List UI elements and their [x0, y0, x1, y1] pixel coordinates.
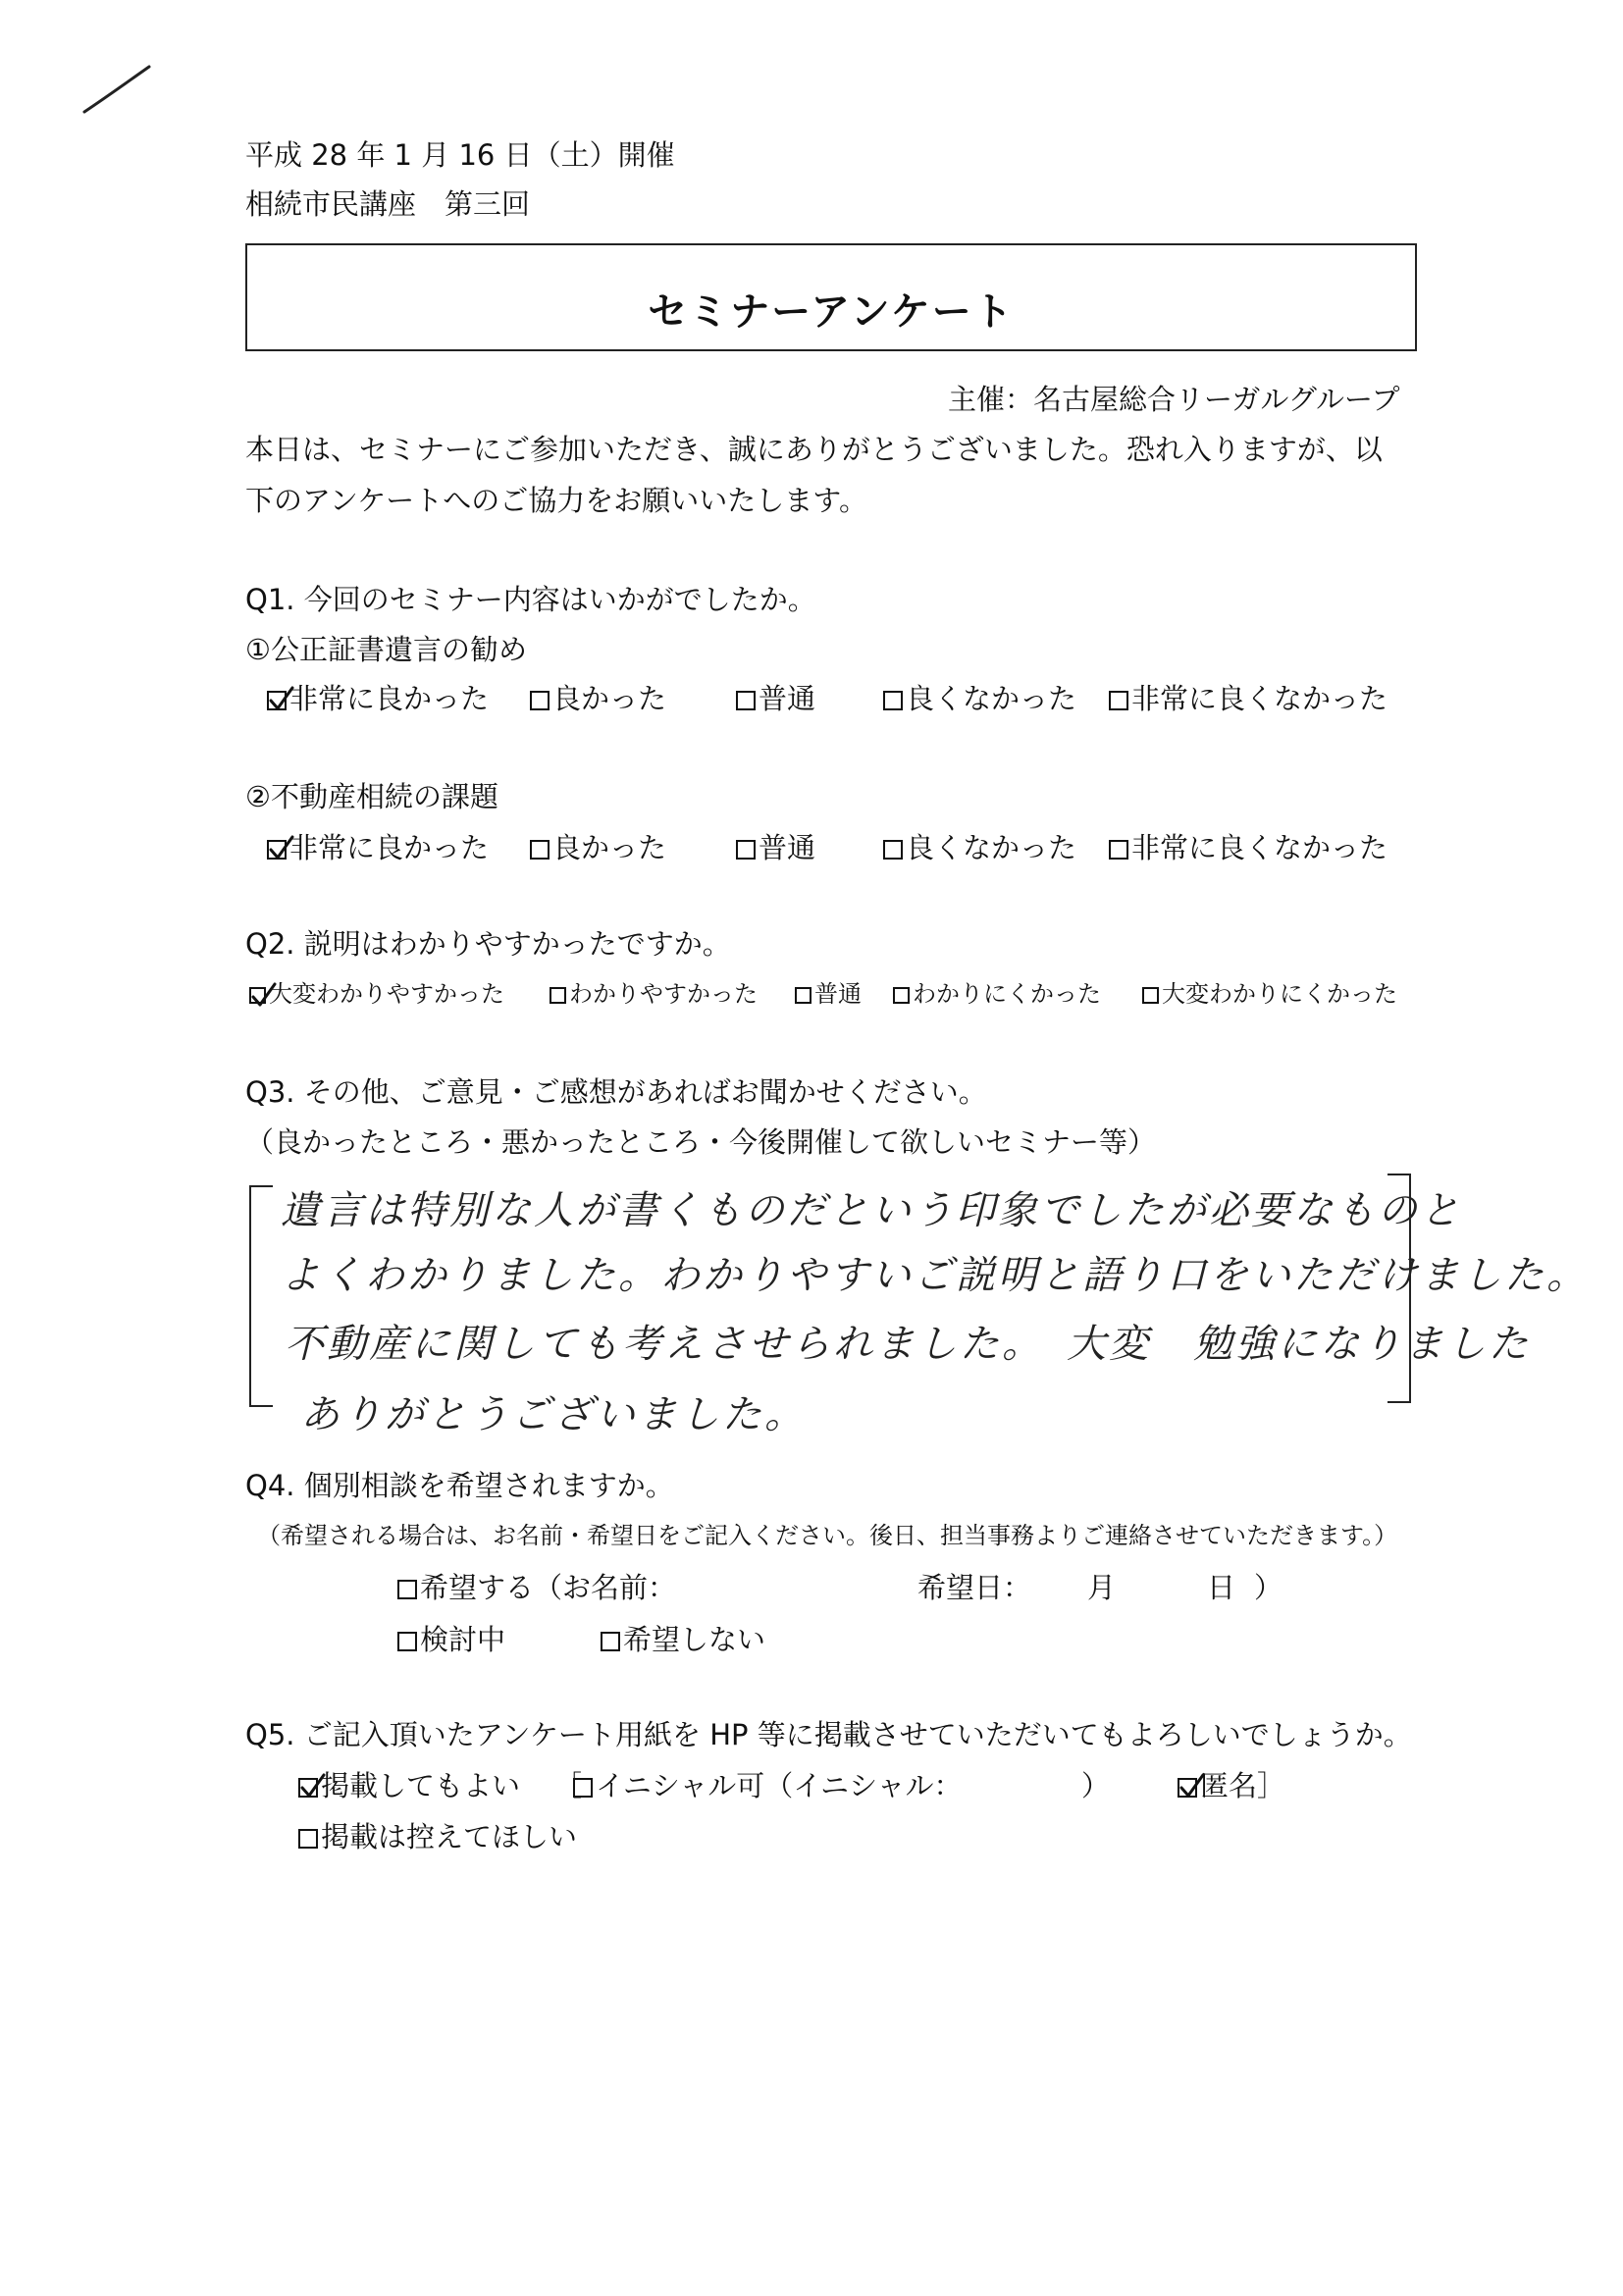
checkbox-request[interactable] [397, 1580, 417, 1599]
q1-sub1-label: ①公正証書遺言の勧め [245, 633, 527, 666]
q5-option-ok[interactable]: 掲載してもよい [298, 1772, 520, 1800]
q4-option-decline[interactable]: 希望しない [601, 1626, 765, 1654]
intro-line-1: 本日は、セミナーにご参加いただき、誠にありがとうございました。恐れ入りますが、以 [245, 433, 1383, 466]
q1-sub1-checkbox-3[interactable] [736, 691, 756, 710]
handwritten-comment-line-3: 不動産に関しても考えさせられました。 大変 勉強になりました [285, 1322, 1531, 1367]
q4-close-paren: ） [1254, 1571, 1283, 1604]
q1-sub2-option-5[interactable]: 非常に良くなかった [1109, 834, 1387, 862]
pen-stroke-mark [79, 61, 157, 120]
comment-bracket-left [249, 1185, 273, 1407]
q1-sub1-option-3[interactable]: 普通 [736, 685, 815, 713]
q2-option-1[interactable]: 大変わかりやすかった [249, 982, 504, 1006]
q3-question: Q3. その他、ご意見・ご感想があればお聞かせください。 [245, 1075, 987, 1109]
intro-line-2: 下のアンケートへのご協力をお願いいたします。 [245, 484, 867, 517]
checkbox-consider[interactable] [397, 1632, 417, 1651]
q2-option-3[interactable]: 普通 [795, 982, 862, 1006]
q1-sub2-checkbox-2[interactable] [530, 840, 550, 860]
handwritten-comment-line-4: ありがとうございました。 [300, 1392, 807, 1437]
q1-question: Q1. 今回のセミナー内容はいかがでしたか。 [245, 583, 816, 616]
q1-sub2-option-2[interactable]: 良かった [530, 834, 666, 862]
q5-close-paren: ） [1081, 1769, 1111, 1802]
q1-sub2-checkbox-3[interactable] [736, 840, 756, 860]
q4-hint: （希望される場合は、お名前・希望日をご記入ください。後日、担当事務よりご連絡させていただきます。） [257, 1522, 1398, 1549]
q1-sub2-label: ②不動産相続の課題 [245, 780, 498, 813]
checkbox-initial[interactable] [573, 1778, 593, 1798]
page-title: セミナーアンケート [648, 289, 1015, 335]
organizer: 主催：名古屋総合リーガルグループ [948, 383, 1400, 416]
q4-option-request[interactable]: 希望する（お名前： [397, 1574, 676, 1602]
q1-sub1-option-1[interactable]: 非常に良かった [267, 685, 489, 713]
q3-hint: （良かったところ・悪かったところ・今後開催して欲しいセミナー等） [245, 1125, 1157, 1159]
checkbox-publish-ok[interactable] [298, 1778, 318, 1798]
q1-sub1-checkbox-1[interactable] [267, 691, 287, 710]
checkbox-decline[interactable] [601, 1632, 620, 1651]
q5-option-refrain[interactable]: 掲載は控えてほしい [298, 1823, 577, 1852]
q2-checkbox-3[interactable] [795, 987, 812, 1004]
q5-option-anonymous[interactable]: 匿名］ [1178, 1772, 1285, 1800]
q1-sub2-option-4[interactable]: 良くなかった [883, 834, 1076, 862]
q1-sub1-options [267, 682, 1425, 718]
handwritten-comment-line-1: 遺言は特別な人が書くものだという印象でしたが必要なものと [281, 1188, 1462, 1233]
q4-date-label: 希望日： [917, 1571, 1032, 1604]
q2-checkbox-4[interactable] [893, 987, 910, 1004]
q1-sub1-checkbox-5[interactable] [1109, 691, 1128, 710]
q2-option-4[interactable]: わかりにくかった [893, 982, 1101, 1006]
q1-sub2-checkbox-4[interactable] [883, 840, 903, 860]
q1-sub1-option-4[interactable]: 良くなかった [883, 685, 1076, 713]
q2-checkbox-5[interactable] [1142, 987, 1159, 1004]
q1-sub1-checkbox-2[interactable] [530, 691, 550, 710]
q4-option-consider[interactable]: 検討中 [397, 1626, 505, 1654]
checkbox-anonymous[interactable] [1178, 1778, 1197, 1798]
q2-checkbox-1[interactable] [249, 987, 266, 1004]
q1-sub2-checkbox-1[interactable] [267, 840, 287, 860]
q1-sub1-option-5[interactable]: 非常に良くなかった [1109, 685, 1387, 713]
q5-question: Q5. ご記入頂いたアンケート用紙を HP 等に掲載させていただいてもよろしいでしょうか。 [245, 1718, 1412, 1751]
q1-sub1-checkbox-4[interactable] [883, 691, 903, 710]
q1-sub2-option-3[interactable]: 普通 [736, 834, 815, 862]
q5-option-initial[interactable]: イニシャル可（イニシャル： [573, 1772, 963, 1800]
lecture-series: 相続市民講座 第三回 [245, 187, 531, 221]
q2-question: Q2. 説明はわかりやすかったですか。 [245, 927, 731, 961]
q1-sub2-option-1[interactable]: 非常に良かった [267, 834, 489, 862]
q1-sub2-checkbox-5[interactable] [1109, 840, 1128, 860]
q1-sub2-options [267, 831, 1425, 867]
q5-open-bracket: ［ [553, 1769, 583, 1802]
title-box [245, 243, 1417, 351]
event-date: 平成 28 年 1 月 16 日（土）開催 [245, 138, 675, 172]
q4-day-label: 日 [1207, 1571, 1236, 1604]
q2-checkbox-2[interactable] [550, 987, 566, 1004]
q4-question: Q4. 個別相談を希望されますか。 [245, 1469, 674, 1502]
checkbox-refrain[interactable] [298, 1829, 318, 1849]
q4-month-label: 月 [1087, 1571, 1117, 1604]
q2-option-5[interactable]: 大変わかりにくかった [1142, 982, 1397, 1006]
handwritten-comment-line-2: よくわかりました。わかりやすいご説明と語り口をいただけました。 [281, 1253, 1589, 1298]
q1-sub1-option-2[interactable]: 良かった [530, 685, 666, 713]
q2-option-2[interactable]: わかりやすかった [550, 982, 758, 1006]
q2-options [249, 982, 1427, 1016]
